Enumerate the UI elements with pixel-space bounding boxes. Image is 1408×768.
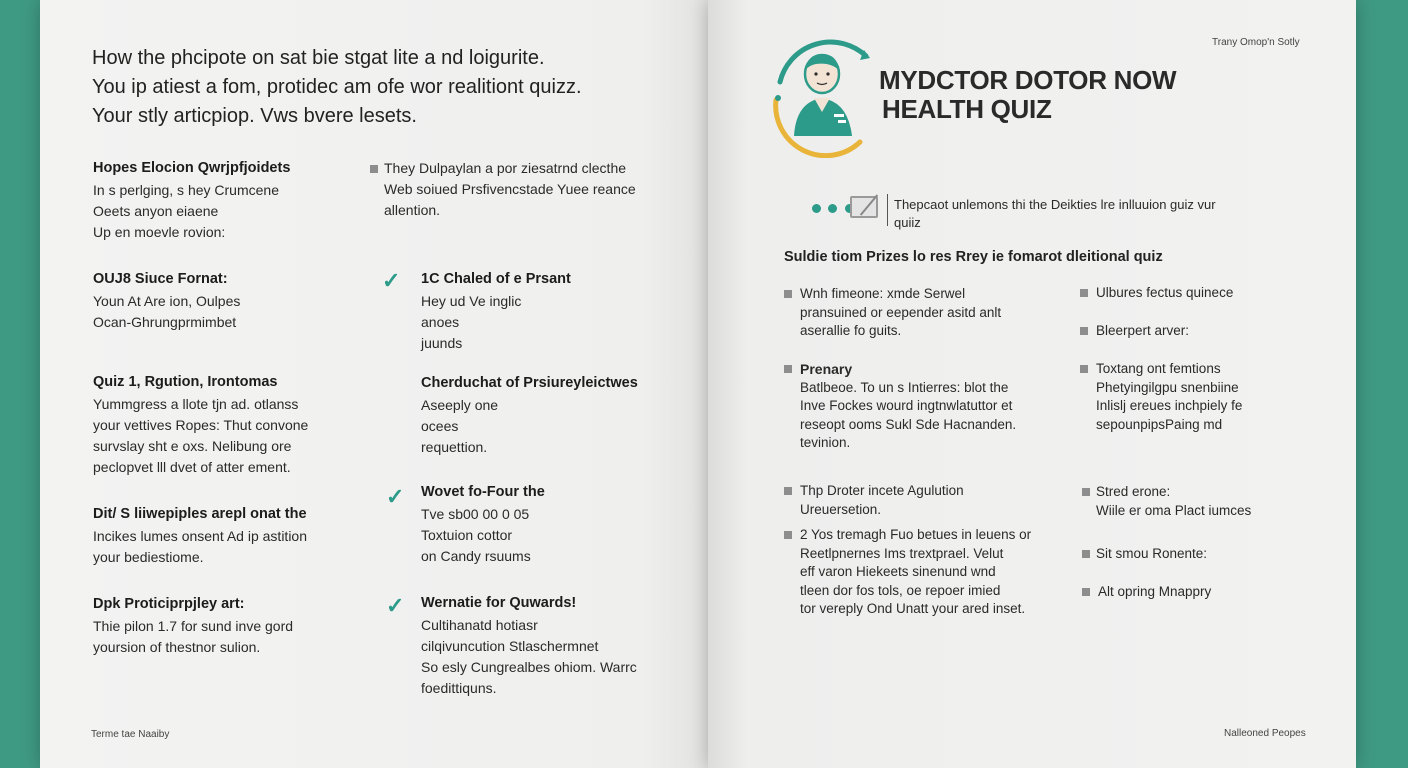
section-line: on Candy rsuums [421, 548, 531, 564]
section-line: juunds [421, 335, 463, 351]
section-line: In s perlging, s hey Crumcene [93, 182, 279, 198]
intro-paragraph [92, 44, 692, 131]
item-line: aserallie fo guits. [800, 323, 902, 338]
item-line: Batlbeoe. To un s Intierres: blot the [800, 379, 1009, 395]
section-heading: Wovet fo-Four the [421, 484, 545, 500]
section-heading: Suldie tiom Prizes lo res Rrey ie fomarot dleitional quiz [784, 249, 1163, 265]
left-list-item-2 [421, 269, 661, 354]
bullet-square-icon [1082, 488, 1090, 496]
description-line: quiiz [894, 215, 921, 230]
checkmark-icon: ✓ [382, 268, 401, 293]
section-line: Thie pilon 1.7 for sund inve gord [93, 618, 294, 634]
divider [887, 194, 888, 226]
section-line: Tve sb00 00 0 05 [421, 506, 530, 522]
col1-item-3 [800, 482, 1060, 519]
bullet-square-icon [784, 487, 792, 495]
section-heading: Hopes Elocion Qwrjpfjoidets [93, 160, 291, 176]
checkmark-icon: ✓ [386, 484, 405, 509]
section-line: Cultihanatd hotiasr [421, 617, 538, 633]
left-list-item-5 [421, 593, 681, 699]
checkmark-icon: ✓ [386, 593, 405, 618]
left-section-1 [93, 158, 353, 243]
section-line: They Dulpaylan a por ziesatrnd clecthe [384, 160, 627, 176]
doctor-logo [768, 38, 872, 158]
section-heading: 1C Chaled of e Prsant [421, 271, 571, 287]
section-line: survslay sht e oxs. Nelibung ore [93, 438, 292, 454]
col1-item-2 [800, 360, 1060, 453]
section-line: Aseeply one [421, 397, 499, 413]
item-line: Sit smou Ronente: [1096, 546, 1208, 561]
section-line: Toxtuion cottor [421, 527, 513, 543]
col1-item-1 [800, 285, 1060, 341]
col2-item-6 [1098, 583, 1318, 602]
section-heading: Wernatie for Quwards! [421, 595, 577, 611]
section-line: anoes [421, 314, 460, 330]
item-line: Inve Fockes wourd ingtnwlatuttor et [800, 398, 1013, 413]
item-line: Wiile er oma Plact iumces [1096, 502, 1252, 518]
left-list-item-3 [421, 373, 681, 458]
intro-line: You ip atiest a fom, protidec am ofe wor realitiont quizz. [92, 76, 582, 98]
item-line: Thp Droter incete Agulution [800, 483, 964, 498]
section-line: requettion. [421, 439, 488, 455]
section-line: peclopvet lll dvet of atter ement. [93, 459, 291, 475]
progress-dot-icon [812, 204, 821, 213]
item-line: pransuined or eepender asitd anlt [800, 304, 1002, 320]
bullet-square-icon [370, 165, 378, 173]
bullet-square-icon [784, 531, 792, 539]
section-line: Youn At Are ion, Oulpes [93, 293, 241, 309]
bullet-square-icon [1080, 365, 1088, 373]
bullet-square-icon [1080, 327, 1088, 335]
section-line: Yummgress a llote tjn ad. otlanss [93, 396, 299, 412]
left-list-item-1 [384, 158, 664, 221]
progress-dot-icon [828, 204, 837, 213]
item-line: tevinion. [800, 435, 851, 450]
right-page [708, 0, 1356, 768]
section-line: Web soiued Prsfivencstade Yuee reance [384, 181, 636, 197]
item-line: Reetlpnernes Ims trextprael. Velut [800, 545, 1004, 561]
intro-line: Your stly articpiop. Vws bvere lesets. [92, 105, 417, 127]
bullet-square-icon [1082, 588, 1090, 596]
item-line: tor vereply Ond Unatt your ared inset. [800, 601, 1026, 616]
item-line: tleen dor fos tols, oe repoer imied [800, 582, 1001, 598]
col2-item-2 [1096, 322, 1316, 341]
item-line: Ureuersetion. [800, 501, 882, 517]
section-line: ocees [421, 418, 459, 434]
left-section-2 [93, 269, 353, 333]
item-line: Ulbures fectus quinece [1096, 285, 1234, 300]
item-line: Inlislj ereues inchpiely fe [1096, 398, 1243, 413]
section-line: foedittiquns. [421, 680, 497, 696]
item-line: Wnh fimeone: xmde Serwel [800, 286, 966, 301]
page-footer: Terme tae Naaiby [91, 729, 170, 740]
title-line: HEALTH QUIZ [882, 94, 1052, 124]
left-section-4 [93, 504, 363, 568]
bullet-square-icon [1082, 550, 1090, 558]
section-heading: Cherduchat of Prsiureyleictwes [421, 375, 638, 391]
item-line: 2 Yos tremagh Fuo betues in leuens or [800, 527, 1032, 542]
item-line: eff varon Hiekeets sinenund wnd [800, 564, 996, 579]
section-line: Ocan-Ghrungprmimbet [93, 314, 237, 330]
section-heading: Quiz 1, Rgution, Irontomas [93, 374, 278, 390]
left-section-5 [93, 594, 353, 658]
bullet-square-icon [784, 290, 792, 298]
item-heading: Prenary [800, 361, 853, 377]
section-line: your bediestiome. [93, 549, 204, 565]
section-line: Oeets anyon eiaene [93, 203, 219, 219]
item-line: sepounpipsPaing md [1096, 416, 1223, 432]
col2-item-3 [1096, 360, 1316, 434]
intro-line: How the phcipote on sat bie stgat lite a nd loigurite. [92, 47, 545, 69]
item-line: Bleerpert arver: [1096, 323, 1190, 338]
left-page [40, 0, 708, 768]
section-line: your vettives Ropes: Thut convone [93, 417, 309, 433]
item-line: Alt opring Mnappry [1098, 584, 1212, 599]
progress-dots [812, 200, 854, 218]
page-footer: Nalleoned Peopes [1224, 728, 1306, 739]
section-heading: OUJ8 Siuce Fornat: [93, 271, 228, 287]
bullet-square-icon [784, 365, 792, 373]
left-list-item-4 [421, 482, 661, 567]
col2-item-4 [1096, 483, 1316, 520]
item-line: reseopt ooms Sukl Sde Hacnanden. [800, 416, 1017, 432]
section-line: Incikes lumes onsent Ad ip astition [93, 528, 308, 544]
title-line: MYDCTOR DOTOR NOW [879, 65, 1177, 95]
col2-item-5 [1096, 545, 1316, 564]
section-heading: Dpk Proticiprpjley art: [93, 596, 245, 612]
col2-item-1 [1096, 284, 1316, 303]
item-line: Toxtang ont femtions [1096, 361, 1221, 376]
section-line: cilqivuncution Stlaschermnet [421, 638, 599, 654]
section-line: So esly Cungrealbes ohiom. Warrc [421, 659, 637, 675]
quiz-title [879, 66, 1176, 124]
section-line: allention. [384, 202, 441, 218]
section-line: Up en moevle rovion: [93, 224, 226, 240]
section-line: Hey ud Ve inglic [421, 293, 522, 309]
section-line: yoursion of thestnor sulion. [93, 639, 261, 655]
header-note: Trany Omop'n Sotly [1212, 37, 1300, 48]
description-line: Thepcaot unlemons thi the Deikties lre inlluuion guiz vur [894, 197, 1216, 212]
progress-description [894, 196, 1314, 232]
item-line: Stred erone: [1096, 484, 1171, 499]
col1-item-4 [800, 526, 1070, 619]
bullet-square-icon [1080, 289, 1088, 297]
card-icon [850, 196, 878, 218]
doctor-avatar-icon [768, 38, 872, 158]
item-line: Phetyingilgpu snenbiine [1096, 379, 1239, 395]
section-heading: Dit/ S liiwepiples arepl onat the [93, 506, 307, 522]
left-section-3 [93, 372, 363, 478]
